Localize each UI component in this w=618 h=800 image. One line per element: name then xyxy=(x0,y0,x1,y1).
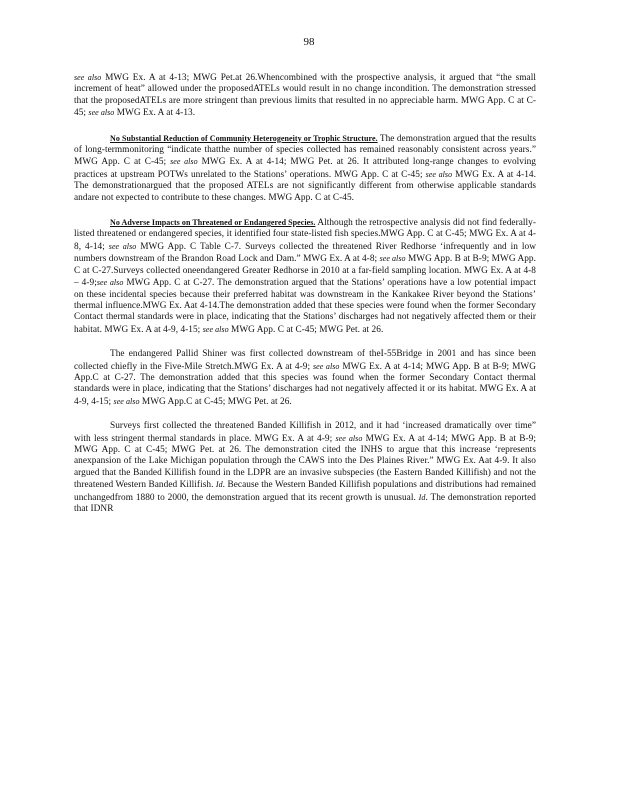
page-number: 98 xyxy=(303,36,315,48)
citation-signal: see also xyxy=(170,157,198,167)
section-heading: No Adverse Impacts on Threatened or Endangered Species. xyxy=(110,218,316,228)
paragraph xyxy=(74,133,536,204)
paragraph-text: MWG App. C Table C-7. Surveys collected the threatened River Redhorse ‘infrequently and in low numbers downstream of the Brandon Road Lock and Dam.” MWG Ex. A at 4-8; xyxy=(74,241,536,265)
citation-signal: see also xyxy=(96,278,124,288)
citation-signal: see also xyxy=(108,241,137,251)
citation-signal: see also xyxy=(313,361,340,371)
citation-signal: Id xyxy=(215,480,223,490)
citation-signal: see also xyxy=(379,254,406,264)
citation-signal: see also xyxy=(202,324,229,334)
paragraph xyxy=(74,421,536,515)
body-text xyxy=(74,72,536,528)
paragraph-text: The endangered Pallid Shiner was first collected downstream of theI-55Bridge in 2001 and has since been collected chiefly in the Five-Mile Stretch.MWG Ex. A at 4-9; xyxy=(74,349,536,372)
citation-signal: see also xyxy=(74,73,102,82)
paragraph-text: MWG Ex. A at 4-14; MWG App. B at B-9; MWG App.C at C-27. The demonstration added that this species was found when the former Secondary Contact thermal standards were in place, indicating that the Stations’ discharges had not negatively affected it or its habitat. MWG Ex. A at 4-9, 4-15; xyxy=(74,361,536,407)
citation-signal: see also xyxy=(113,396,140,406)
section-heading: No Substantial Reduction of Community Heterogeneity or Trophic Structure. xyxy=(110,133,378,143)
paragraph-text: . Because the Western Banded Killifish populations and distributions had remained unchangedfrom 1880 to 2000, the demonstration argued that its recent growth is unusual. xyxy=(74,480,536,503)
citation-signal: Id xyxy=(418,492,426,502)
paragraph-text: MWG App.C at C-45; MWG Pet. at 26. xyxy=(139,396,292,407)
paragraph-text: MWG App. B at B-9; MWG App. C at C-27.Surveys collected oneendangered Greater Redhorse in 2010 at a far-field sampling location. MWG Ex. A at 4-8 – 4-9; xyxy=(74,254,537,289)
paragraph-text: The demonstration argued that the results of long-termmonitoring “indicate thatthe number of species collected has remained reasonably consistent across years.” MWG App. C at C-45; xyxy=(74,133,536,168)
paragraph xyxy=(74,349,536,408)
paragraph xyxy=(74,217,536,336)
paragraph-text: Surveys first collected the threatened Banded Killifish in 2012, and it had ‘increased dramatically over time” with less stringent thermal standards in place. MWG Ex. A at 4-9; xyxy=(74,421,536,444)
paragraph-text: MWG Ex. A at 4-14; MWG App. B at B-9; MWG App. C at C-45; MWG Pet. at 26. The demonstration cited the INHS to argue that this increase ‘represents anexpansion of the Lake Michigan population through the CAWS into the Des Plaines River.” MWG Ex. Aat 4-9. It also argued that the Banded Killifish found in the LDPR are an invasive subspecies (the Eastern Banded Killifish) and not the threatened Western Banded Killifish. xyxy=(74,433,537,491)
paragraph-text: MWG App. C at C-45; MWG Pet. at 26. xyxy=(228,324,384,335)
paragraph-text: Although the retrospective analysis did not find federally-listed threatened or endangered species, it identified four state-listed fish species.MWG App. C at C-45; MWG Ex. A at 4-8, 4-14; xyxy=(74,218,536,252)
citation-signal: see also xyxy=(88,108,115,118)
paragraph-text: MWG Ex. A at 4-13. xyxy=(114,108,196,119)
paragraph-text: MWG Ex. A at 4-13; MWG Pet.at 26.Whencombined with the prospective analysis, it argued that “the small increment of heat” allowed under the proposedATELs would result in no change incondition. The demonstration stressed that the proposedATELs are more stringent than previous limits that resulted in no appreciable harm. MWG App. C at C-45; xyxy=(74,73,536,119)
paragraph-text: MWG Ex. A at 4-14. The demonstrationargued that the proposed ATELs are not significantly different from otherwise applicable standards andare not expected to contribute to these changes. MWG App. C at C-45. xyxy=(74,169,536,203)
paragraph-text: . The demonstration reported that IDNR xyxy=(74,492,536,514)
paragraph-text: MWG Ex. A at 4-14; MWG Pet. at 26. It attributed long-range changes to evolving practices at upstream POTWs unrelated to the Stations’ operations. MWG App. C at C-45; xyxy=(74,157,537,180)
paragraph xyxy=(74,72,536,120)
paragraph-text: MWG App. C at C-27. The demonstration argued that the Stations’ operations have a low potential impact on these incidental species because their preferred habitat was downstream in the Kankakee River beyond the Stations’ thermal influence.MWG Ex. Aat 4-14.The demonstration added that these species were found when the former Secondary Contact thermal standards were in place, indicating that the Stations’ discharges had not negatively affected them or their habitat. MWG Ex. A at 4-9, 4-15; xyxy=(74,278,536,335)
citation-signal: see also xyxy=(335,433,363,443)
citation-signal: see also xyxy=(425,169,453,179)
